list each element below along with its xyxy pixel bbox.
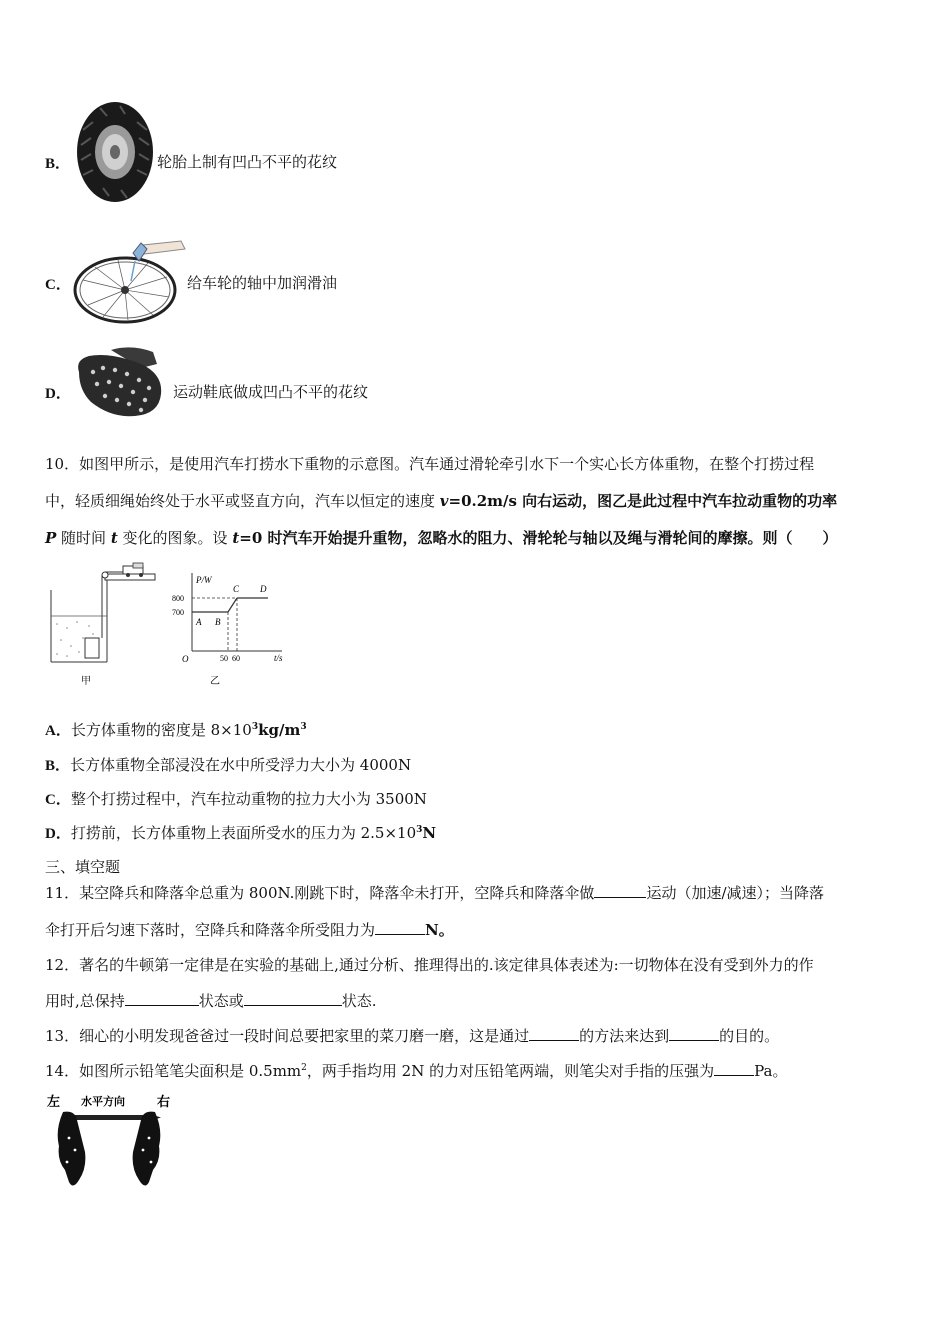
q11-line-2: 伞打开后匀速下落时，空降兵和降落伞所受阻力为 N。 — [45, 921, 454, 939]
option-d-row — [45, 342, 445, 422]
q10-option-d: D．打捞前，长方体重物上表面所受水的压力为 $2.5\times 10^3N$ — [45, 824, 437, 842]
graph-y-800: 800 — [172, 594, 184, 603]
p-symbol: P — [45, 529, 57, 547]
option-c-row — [45, 235, 445, 330]
graph-point-a: A — [196, 617, 202, 627]
graph-y-700: 700 — [172, 608, 184, 617]
figure-yi-power-graph — [170, 565, 295, 690]
q11-line-1: 11．某空降兵和降落伞总重为 800N.刚跳下时，降落伞未打开，空降兵和降落伞做 运动（加速/减速）；当降落 — [45, 884, 824, 902]
figure-yi-caption: 乙 — [210, 676, 220, 687]
q12-blank-2[interactable] — [244, 991, 342, 1006]
option-b-letter: B． — [45, 156, 71, 172]
option-b-row — [45, 100, 445, 210]
graph-point-c: C — [233, 584, 240, 594]
option-d-text: 运动鞋底做成凹凸不平的花纹 — [173, 383, 369, 401]
fig-direction-label: 水平方向 — [81, 1096, 125, 1108]
graph-x-60: 60 — [232, 654, 240, 663]
graph-origin: O — [182, 654, 189, 664]
q10-option-a: A．长方体重物的密度是 $8\times 10^3kg/m^3$ — [45, 721, 307, 739]
q11-blank-2[interactable] — [375, 920, 425, 935]
q10-option-c: C．整个打捞过程中，汽车拉动重物的拉力大小为 3500N — [45, 790, 427, 808]
q10-line-1: 10．如图甲所示，是使用汽车打捞水下重物的示意图。汽车通过滑轮牵引水下一个实心长方体重物，在整个打捞过程 — [45, 455, 815, 473]
tire-image — [75, 100, 155, 205]
q12-line-2: 用时,总保持 状态或 状态. — [45, 992, 377, 1010]
q14-line: 14．如图所示铅笔笔尖面积是 $0.5mm^2$，两手指均用 2N 的力对压铅笔两端，则笔尖对手指的压强为 Pa。 — [45, 1062, 788, 1080]
sneaker-sole-image — [71, 342, 171, 420]
q10-line-2a: 中，轻质细绳始终处于水平或竖直方向，汽车以恒定的速度 — [45, 492, 440, 510]
pencil-fingers-figure — [45, 1090, 180, 1195]
t0-symbol: t — [232, 529, 240, 547]
figure-jia-caption: 甲 — [81, 676, 91, 687]
t-symbol: t — [110, 529, 118, 547]
q12-line-1: 12．著名的牛顿第一定律是在实验的基础上,通过分析、推理得出的.该定律具体表述为:一切物体在没有受到外力的作 — [45, 956, 814, 974]
right-hand — [133, 1112, 161, 1186]
q10-line-3c: =0 时汽车开始提升重物，忽略水的阻力、滑轮轮与轴以及绳与滑轮间的摩擦。则（ ） — [239, 529, 838, 547]
figure-jia-salvage-diagram — [45, 560, 160, 690]
q10-line-2 — [45, 491, 837, 511]
left-hand — [58, 1112, 86, 1186]
fig-right-label: 右 — [157, 1094, 171, 1109]
bicycle-wheel-image — [73, 235, 188, 325]
v-symbol: v — [439, 492, 449, 510]
q11-blank-1[interactable] — [594, 883, 646, 898]
graph-x-50: 50 — [220, 654, 228, 663]
q13-blank-1[interactable] — [529, 1026, 579, 1041]
graph-point-b: B — [215, 617, 221, 627]
q14-blank[interactable] — [714, 1061, 754, 1076]
graph-segment-bc — [228, 598, 237, 612]
q13-blank-2[interactable] — [669, 1026, 719, 1041]
graph-point-d: D — [260, 584, 267, 594]
q10-line-3a: 随时间 — [56, 529, 111, 547]
option-c-letter: C． — [45, 277, 71, 293]
q10-option-b: B．长方体重物全部浸没在水中所受浮力大小为 4000N — [45, 756, 412, 774]
graph-y-label: P/W — [196, 575, 212, 585]
fig-left-label: 左 — [47, 1094, 61, 1109]
q12-blank-1[interactable] — [125, 991, 199, 1006]
q10-line-3 — [45, 528, 837, 548]
option-b-text: 轮胎上制有凹凸不平的花纹 — [157, 153, 338, 171]
option-c-text: 给车轮的轴中加润滑油 — [187, 274, 338, 292]
option-d-letter: D． — [45, 386, 71, 402]
q10-line-3b: 变化的图象。设 — [117, 529, 233, 547]
q10-line-2b: =0.2m/s 向右运动，图乙是此过程中汽车拉动重物的功率 — [448, 492, 838, 510]
q13-line: 13．细心的小明发现爸爸过一段时间总要把家里的菜刀磨一磨，这是通过 的方法来达到 的目的。 — [45, 1027, 780, 1045]
graph-x-label: t/s — [274, 653, 283, 663]
section-3-title: 三、填空题 — [45, 858, 121, 876]
